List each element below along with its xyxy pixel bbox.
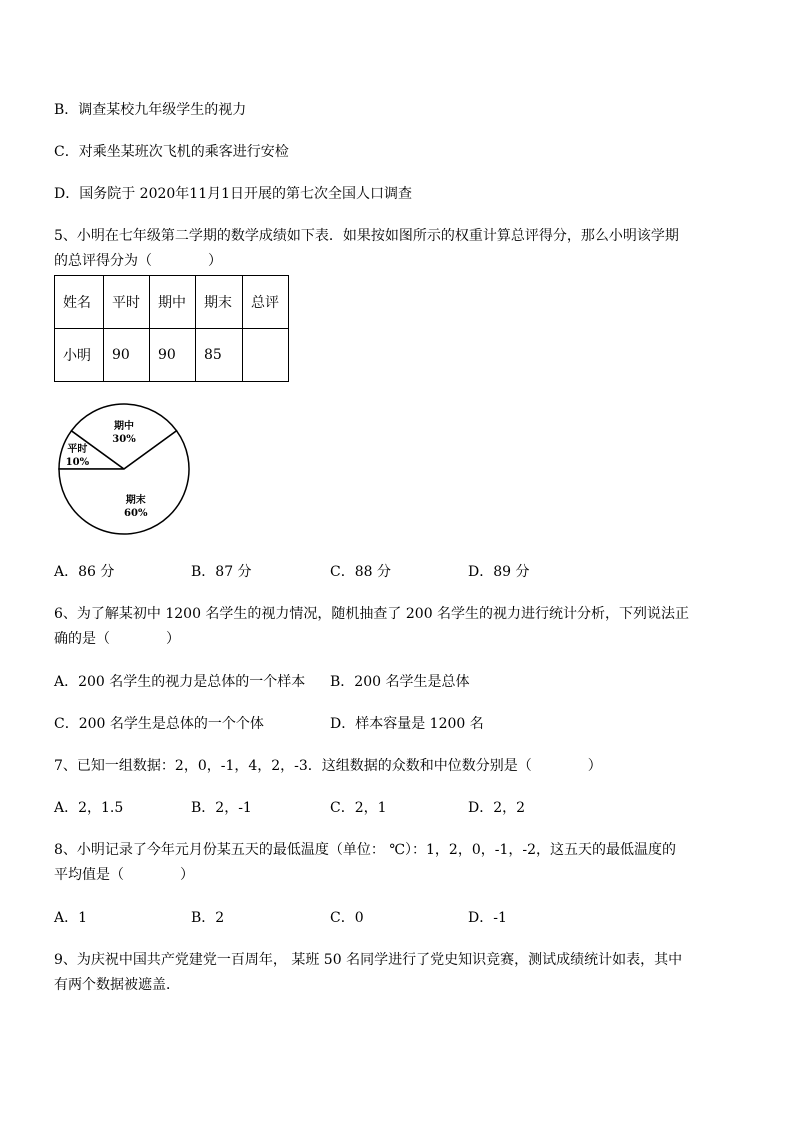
table-header-row — [55, 276, 289, 329]
q5-score-table — [54, 275, 289, 382]
q7-option-d: D．2，2 — [468, 800, 526, 816]
table-row — [55, 329, 289, 382]
table-cell: 小明 — [55, 329, 104, 382]
q5-option-a: A．86 分 — [54, 564, 115, 580]
q5-option-c: C．88 分 — [330, 564, 391, 580]
pie-slice-percent: 30% — [112, 434, 136, 445]
q9-stem-line2: 有两个数据被遮盖． — [54, 977, 180, 993]
table-cell — [243, 329, 289, 382]
q7-option-c: C．2，1 — [330, 800, 387, 816]
q5-weight-pie-chart — [54, 400, 194, 540]
q6-stem-line2: 确的是（ ） — [54, 631, 180, 647]
q7-option-a: A．2，1.5 — [54, 800, 124, 816]
q4-option-c: C．对乘坐某班次飞机的乘客进行安检 — [54, 144, 289, 160]
table-cell: 85 — [196, 329, 243, 382]
q8-stem-line2: 平均值是（ ） — [54, 867, 194, 883]
q5-option-b: B．87 分 — [191, 564, 252, 580]
pie-slice-label: 平时 — [67, 443, 88, 455]
table-header-cell: 期中 — [150, 276, 196, 329]
q5-stem-line1: 5、小明在七年级第二学期的数学成绩如下表．如果按如图所示的权重计算总评得分，那么小明该学期 — [54, 228, 679, 244]
table-header-cell: 姓名 — [55, 276, 104, 329]
q8-option-a: A．1 — [54, 910, 88, 926]
table-header-cell: 期末 — [196, 276, 243, 329]
q6-option-c: C．200 名学生是总体的一个个体 — [54, 716, 264, 732]
q6-option-d: D．样本容量是 1200 名 — [330, 716, 484, 732]
q6-option-a: A．200 名学生的视力是总体的一个样本 — [54, 674, 306, 690]
q5-stem-line2: 的总评得分为（ ） — [54, 253, 222, 269]
q7-option-b: B．2，-1 — [191, 800, 252, 816]
q7-stem-line1: 7、已知一组数据：2，0，-1，4，2，-3．这组数据的众数和中位数分别是（ ） — [54, 758, 602, 774]
table-cell: 90 — [104, 329, 150, 382]
pie-slice-label: 期中 — [114, 421, 134, 432]
q6-stem-line1: 6、为了解某初中 1200 名学生的视力情况，随机抽查了 200 名学生的视力进行统计分析，下列说法正 — [54, 606, 690, 622]
q8-option-b: B．2 — [191, 910, 225, 926]
q8-option-c: C．0 — [330, 910, 364, 926]
q8-stem-line1: 8、小明记录了今年元月份某五天的最低温度（单位： ℃）：1，2，0，-1，-2，这五天的最低温度的 — [54, 842, 677, 858]
pie-slice-percent: 60% — [124, 508, 148, 520]
q4-option-d: D．国务院于 2020年11月1日开展的第七次全国人口调查 — [54, 186, 413, 202]
q6-option-b: B．200 名学生是总体 — [330, 674, 470, 690]
q9-stem-line1: 9、为庆祝中国共产党建党一百周年， 某班 50 名同学进行了党史知识竞赛，测试成绩统计如表，其中 — [54, 952, 683, 968]
table-header-cell: 总评 — [243, 276, 289, 329]
table-cell: 90 — [150, 329, 196, 382]
q5-option-d: D．89 分 — [468, 564, 530, 580]
q8-option-d: D．-1 — [468, 910, 507, 926]
pie-slice-label: 期末 — [125, 495, 146, 507]
table-header-cell: 平时 — [104, 276, 150, 329]
pie-slice-percent: 10% — [65, 456, 90, 468]
q4-option-b: B．调查某校九年级学生的视力 — [54, 102, 247, 118]
